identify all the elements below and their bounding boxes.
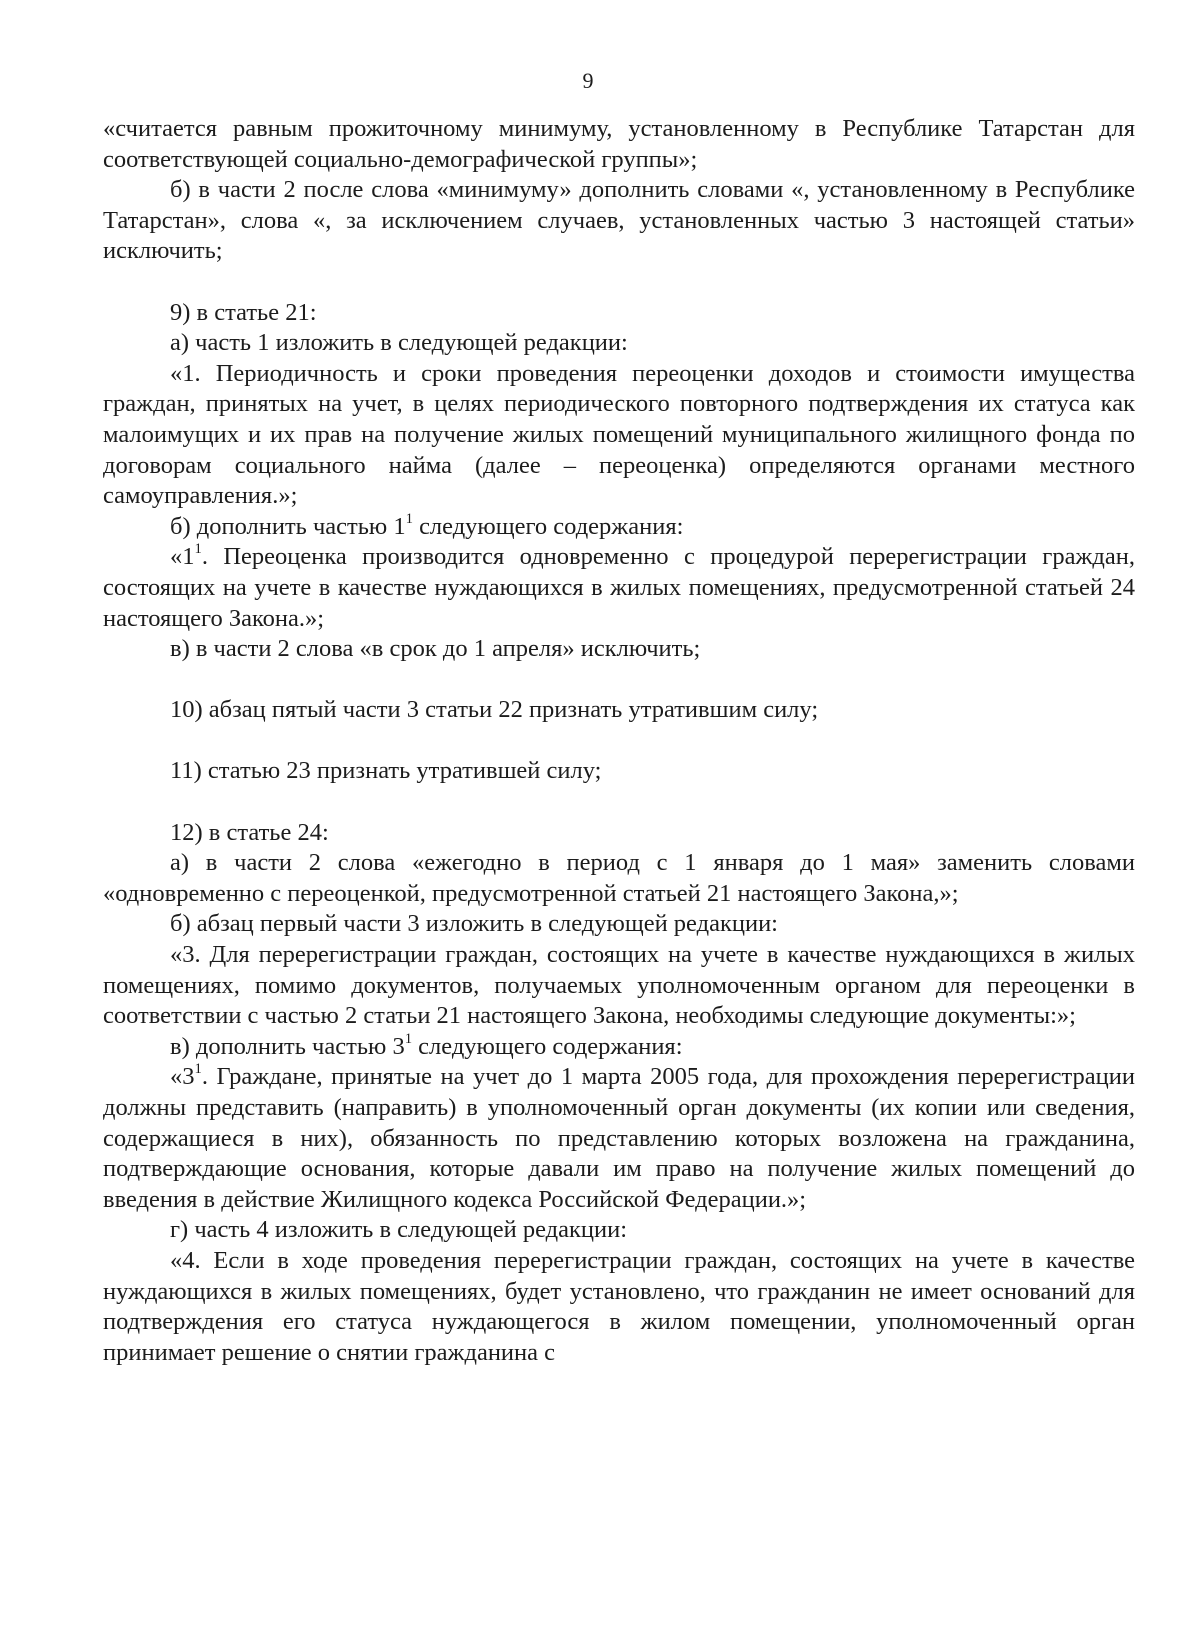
superscript: 1 (404, 1030, 413, 1047)
paragraph-gap (103, 787, 1135, 818)
text-run: 10) абзац пятый части 3 статьи 22 признать утратившим силу; (170, 696, 819, 724)
paragraph (103, 756, 1135, 787)
text-run: «считается равным прожиточному минимуму, установленному в Республике Татарстан для соответствующей социально-демографической группы»; (103, 115, 1135, 173)
text-run: следующего содержания: (412, 1032, 683, 1060)
paragraph (103, 542, 1135, 634)
paragraph (103, 298, 1135, 329)
text-run: б) в части 2 после слова «минимуму» дополнить словами «, установленному в Республике Татарстан», слова «, за исключением случаев, установленных частью 3 настоящей статьи» исключить; (103, 176, 1135, 265)
paragraph (103, 512, 1135, 543)
text-run: . Переоценка производится одновременно с процедурой перерегистрации граждан, состоящих на учете в качестве нуждающихся в жилых помещениях, предусмотренной статьей 24 настоящего Закона.»; (103, 543, 1135, 632)
text-run: «3 (170, 1063, 195, 1091)
text-run: б) дополнить частью 1 (170, 512, 406, 540)
text-run: «3. Для перерегистрации граждан, состоящих на учете в качестве нуждающихся в жилых помещениях, помимо документов, получаемых уполномоченным органом для переоценки в соответствии с частью 2 статьи 21 настоящего Закона, необходимы следующие документы:»; (103, 941, 1135, 1030)
paragraph (103, 1062, 1135, 1215)
paragraph (103, 1032, 1135, 1063)
paragraph (103, 909, 1135, 940)
text-run: в) дополнить частью 3 (170, 1032, 405, 1060)
text-run: «1. Периодичность и сроки проведения переоценки доходов и стоимости имущества граждан, принятых на учет, в целях периодического повторного подтверждения их статуса как малоимущих и их прав на получение жилых помещений муниципального жилищного фонда по договорам социального найма (далее – переоценка) определяются органами местного самоуправления.»; (103, 359, 1135, 510)
text-run: . Граждане, принятые на учет до 1 марта 2005 года, для прохождения перерегистрации должны представить (направить) в уполномоченный орган документы (их копии или сведения, содержащиеся в них), обязанность по представлению которых возложена на гражданина, подтверждающие основания, которые давали им право на получение жилых помещений до введения в действие Жилищного кодекса Российской Федерации.»; (103, 1063, 1135, 1213)
text-run: а) в части 2 слова «ежегодно в период с 1 января до 1 мая» заменить словами «одновременно с переоценкой, предусмотренной статьей 21 настоящего Закона,»; (103, 849, 1135, 907)
text-run: г) часть 4 изложить в следующей редакции: (170, 1216, 628, 1244)
text-run: 11) статью 23 признать утратившей силу; (170, 757, 602, 785)
superscript: 1 (194, 541, 202, 558)
paragraph (103, 818, 1135, 849)
text-run: 12) в статье 24: (170, 818, 329, 846)
paragraph (103, 1215, 1135, 1246)
superscript: 1 (194, 1061, 202, 1078)
paragraph (103, 695, 1135, 726)
paragraph-gap (103, 726, 1135, 757)
text-run: а) часть 1 изложить в следующей редакции: (170, 329, 628, 357)
text-run: б) абзац первый части 3 изложить в следующей редакции: (170, 910, 778, 938)
paragraph (103, 114, 1135, 175)
document-body (103, 114, 1135, 1368)
paragraph (103, 848, 1135, 909)
text-run: «1 (170, 543, 195, 571)
paragraph (103, 940, 1135, 1032)
text-run: «4. Если в ходе проведения перерегистрации граждан, состоящих на учете в качестве нуждающихся в жилых помещениях, будет установлено, что гражданин не имеет оснований для подтверждения его статуса нуждающегося в жилом помещении, уполномоченный орган принимает решение о снятии гражданина с (103, 1246, 1135, 1366)
paragraph-gap (103, 267, 1135, 298)
paragraph (103, 634, 1135, 665)
paragraph-gap (103, 665, 1135, 696)
superscript: 1 (405, 510, 413, 527)
paragraph (103, 1246, 1135, 1368)
text-run: в) в части 2 слова «в срок до 1 апреля» исключить; (170, 635, 701, 663)
text-run: 9) в статье 21: (170, 298, 317, 326)
page-number: 9 (582, 68, 594, 93)
paragraph (103, 175, 1135, 267)
paragraph (103, 359, 1135, 512)
text-run: следующего содержания: (412, 512, 684, 540)
paragraph (103, 328, 1135, 359)
